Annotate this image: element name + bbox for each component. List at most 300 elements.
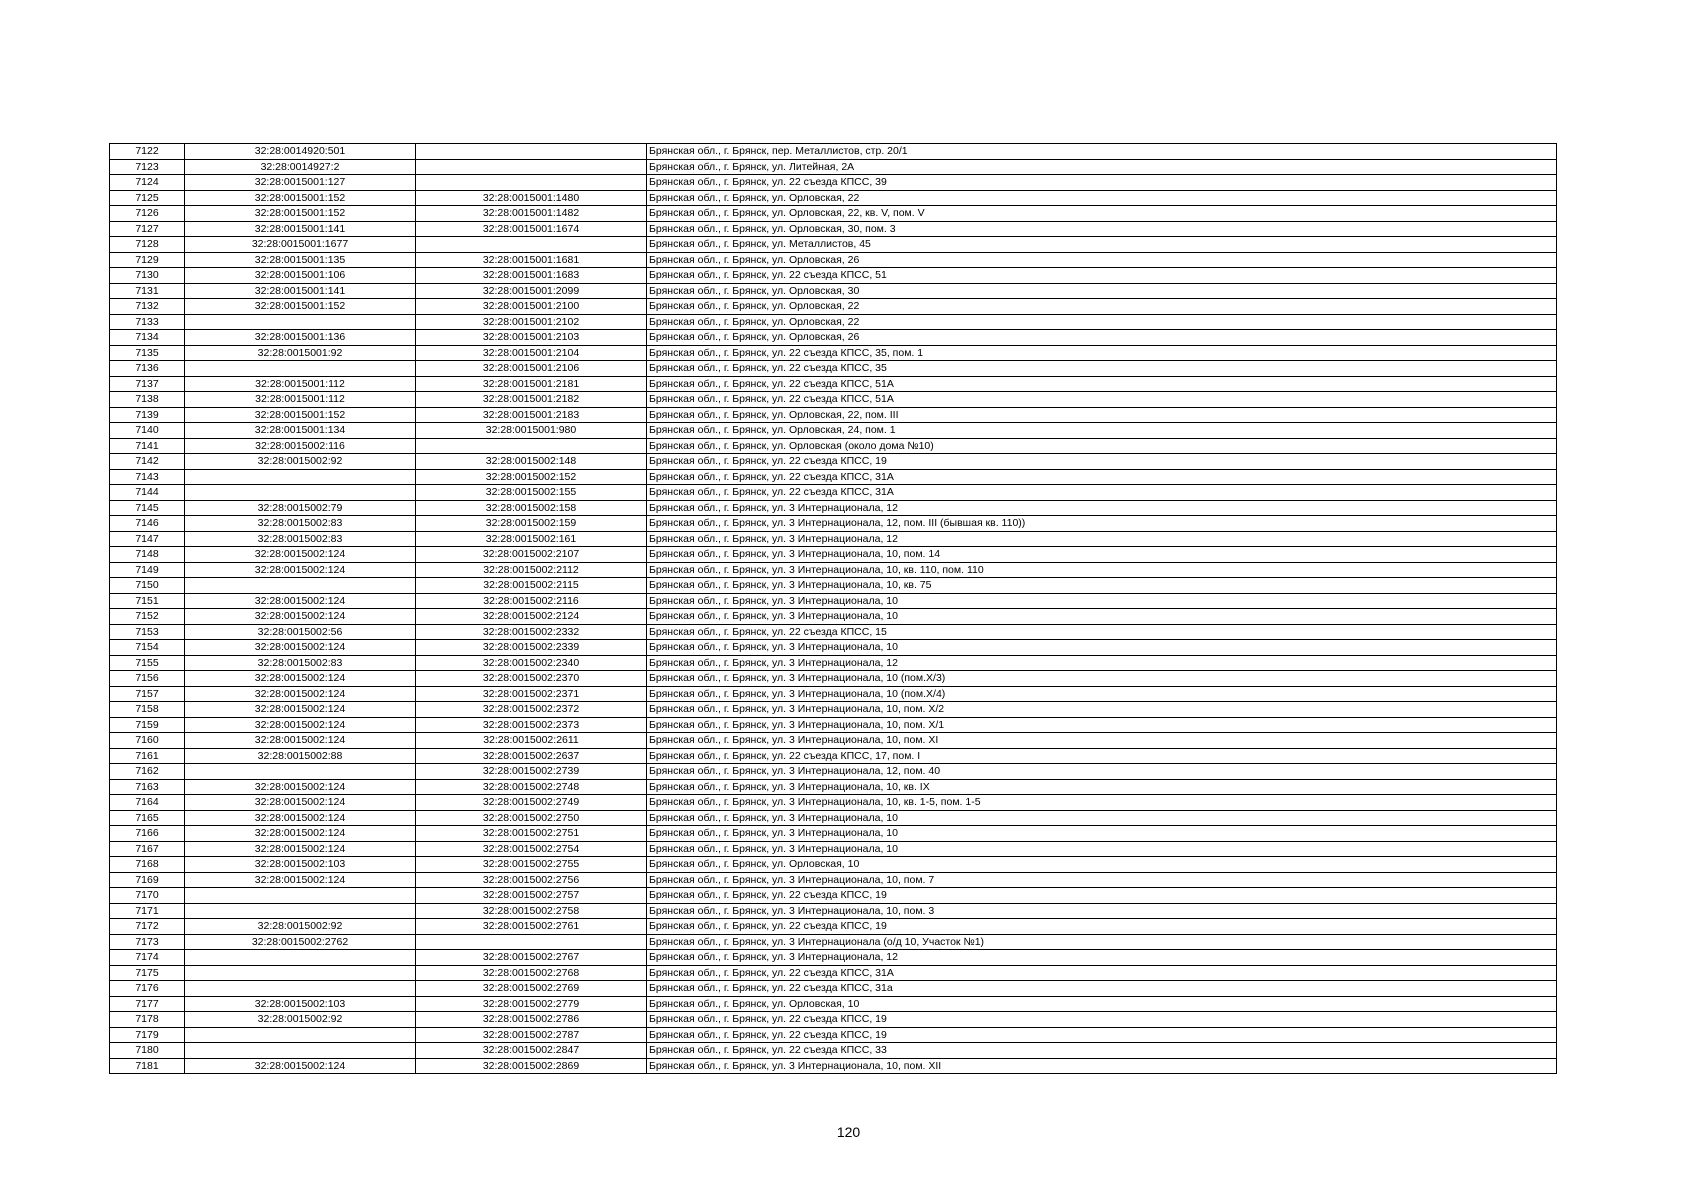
land-cadastral-number-cell (185, 578, 416, 594)
row-number-cell: 7156 (110, 671, 185, 687)
row-number-cell: 7153 (110, 624, 185, 640)
address-cell: Брянская обл., г. Брянск, ул. 3 Интернационала, 10 (647, 640, 1557, 656)
object-cadastral-number-cell: 32:28:0015001:2100 (416, 299, 647, 315)
table-row (110, 237, 1557, 253)
object-cadastral-number-cell (416, 934, 647, 950)
land-cadastral-number-cell (185, 485, 416, 501)
object-cadastral-number-cell: 32:28:0015001:1480 (416, 190, 647, 206)
address-cell: Брянская обл., г. Брянск, ул. Литейная, 2А (647, 159, 1557, 175)
table-row (110, 299, 1557, 315)
address-cell: Брянская обл., г. Брянск, ул. 22 съезда КПСС, 35 (647, 361, 1557, 377)
row-number-cell: 7157 (110, 686, 185, 702)
table-row (110, 485, 1557, 501)
land-cadastral-number-cell (185, 469, 416, 485)
land-cadastral-number-cell (185, 950, 416, 966)
row-number-cell: 7123 (110, 159, 185, 175)
row-number-cell: 7137 (110, 376, 185, 392)
address-cell: Брянская обл., г. Брянск, ул. Орловская, 22, пом. III (647, 407, 1557, 423)
land-cadastral-number-cell: 32:28:0015002:83 (185, 655, 416, 671)
row-number-cell: 7167 (110, 841, 185, 857)
land-cadastral-number-cell: 32:28:0015001:134 (185, 423, 416, 439)
row-number-cell: 7150 (110, 578, 185, 594)
land-cadastral-number-cell: 32:28:0015002:124 (185, 609, 416, 625)
row-number-cell: 7129 (110, 252, 185, 268)
land-cadastral-number-cell: 32:28:0015001:136 (185, 330, 416, 346)
row-number-cell: 7181 (110, 1058, 185, 1074)
object-cadastral-number-cell (416, 159, 647, 175)
address-cell: Брянская обл., г. Брянск, ул. 22 съезда КПСС, 31А (647, 965, 1557, 981)
object-cadastral-number-cell: 32:28:0015002:2754 (416, 841, 647, 857)
table-row (110, 252, 1557, 268)
land-cadastral-number-cell: 32:28:0015002:92 (185, 919, 416, 935)
table-row (110, 748, 1557, 764)
address-cell: Брянская обл., г. Брянск, ул. 3 Интернационала (о/д 10, Участок №1) (647, 934, 1557, 950)
land-cadastral-number-cell (185, 1027, 416, 1043)
row-number-cell: 7174 (110, 950, 185, 966)
object-cadastral-number-cell: 32:28:0015002:161 (416, 531, 647, 547)
table-row (110, 454, 1557, 470)
address-cell: Брянская обл., г. Брянск, ул. 3 Интернационала, 10 (647, 593, 1557, 609)
address-cell: Брянская обл., г. Брянск, ул. Орловская, 26 (647, 252, 1557, 268)
address-cell: Брянская обл., г. Брянск, ул. Металлистов, 45 (647, 237, 1557, 253)
table-row (110, 702, 1557, 718)
row-number-cell: 7152 (110, 609, 185, 625)
row-number-cell: 7164 (110, 795, 185, 811)
row-number-cell: 7162 (110, 764, 185, 780)
land-cadastral-number-cell: 32:28:0015001:141 (185, 283, 416, 299)
table-row (110, 361, 1557, 377)
object-cadastral-number-cell: 32:28:0015001:2182 (416, 392, 647, 408)
row-number-cell: 7168 (110, 857, 185, 873)
row-number-cell: 7140 (110, 423, 185, 439)
land-cadastral-number-cell: 32:28:0015002:79 (185, 500, 416, 516)
land-cadastral-number-cell: 32:28:0015002:124 (185, 872, 416, 888)
address-cell: Брянская обл., г. Брянск, ул. 3 Интернационала, 10, кв. 110, пом. 110 (647, 562, 1557, 578)
table-row (110, 981, 1557, 997)
land-cadastral-number-cell: 32:28:0015002:124 (185, 640, 416, 656)
table-row (110, 965, 1557, 981)
land-cadastral-number-cell: 32:28:0015001:106 (185, 268, 416, 284)
row-number-cell: 7175 (110, 965, 185, 981)
address-cell: Брянская обл., г. Брянск, ул. 3 Интернационала, 10, пом. XI (647, 733, 1557, 749)
object-cadastral-number-cell: 32:28:0015002:2750 (416, 810, 647, 826)
table-row (110, 872, 1557, 888)
row-number-cell: 7124 (110, 175, 185, 191)
object-cadastral-number-cell: 32:28:0015001:2106 (416, 361, 647, 377)
land-cadastral-number-cell: 32:28:0015002:124 (185, 779, 416, 795)
land-cadastral-number-cell: 32:28:0015002:56 (185, 624, 416, 640)
object-cadastral-number-cell: 32:28:0015002:2340 (416, 655, 647, 671)
row-number-cell: 7139 (110, 407, 185, 423)
table-row (110, 531, 1557, 547)
table-row (110, 407, 1557, 423)
row-number-cell: 7126 (110, 206, 185, 222)
land-cadastral-number-cell (185, 888, 416, 904)
land-cadastral-number-cell: 32:28:0015002:124 (185, 810, 416, 826)
land-cadastral-number-cell: 32:28:0015002:2762 (185, 934, 416, 950)
table-row (110, 934, 1557, 950)
address-cell: Брянская обл., г. Брянск, ул. 3 Интернационала, 10 (пом.X/3) (647, 671, 1557, 687)
address-cell: Брянская обл., г. Брянск, ул. 3 Интернационала, 10, пом. 14 (647, 547, 1557, 563)
address-cell: Брянская обл., г. Брянск, ул. 22 съезда КПСС, 51А (647, 376, 1557, 392)
address-cell: Брянская обл., г. Брянск, ул. Орловская, 30 (647, 283, 1557, 299)
object-cadastral-number-cell: 32:28:0015001:980 (416, 423, 647, 439)
land-cadastral-number-cell: 32:28:0014920:501 (185, 144, 416, 160)
land-cadastral-number-cell: 32:28:0015002:124 (185, 733, 416, 749)
land-cadastral-number-cell: 32:28:0015001:152 (185, 190, 416, 206)
object-cadastral-number-cell: 32:28:0015002:2749 (416, 795, 647, 811)
table-row (110, 392, 1557, 408)
table-row (110, 221, 1557, 237)
object-cadastral-number-cell: 32:28:0015002:2768 (416, 965, 647, 981)
land-cadastral-number-cell: 32:28:0015001:152 (185, 407, 416, 423)
row-number-cell: 7159 (110, 717, 185, 733)
row-number-cell: 7165 (110, 810, 185, 826)
table-row (110, 206, 1557, 222)
object-cadastral-number-cell: 32:28:0015002:2611 (416, 733, 647, 749)
row-number-cell: 7176 (110, 981, 185, 997)
address-cell: Брянская обл., г. Брянск, ул. 3 Интернационала, 12 (647, 655, 1557, 671)
object-cadastral-number-cell (416, 237, 647, 253)
address-cell: Брянская обл., г. Брянск, ул. 22 съезда КПСС, 33 (647, 1043, 1557, 1059)
address-cell: Брянская обл., г. Брянск, ул. 3 Интернационала, 10, пом. 3 (647, 903, 1557, 919)
table-row (110, 438, 1557, 454)
address-cell: Брянская обл., г. Брянск, ул. 22 съезда КПСС, 51 (647, 268, 1557, 284)
address-cell: Брянская обл., г. Брянск, ул. 3 Интернационала, 12 (647, 500, 1557, 516)
object-cadastral-number-cell: 32:28:0015002:2869 (416, 1058, 647, 1074)
land-cadastral-number-cell: 32:28:0015001:92 (185, 345, 416, 361)
land-cadastral-number-cell: 32:28:0015002:103 (185, 857, 416, 873)
row-number-cell: 7180 (110, 1043, 185, 1059)
table-row (110, 624, 1557, 640)
table-row (110, 950, 1557, 966)
address-cell: Брянская обл., г. Брянск, ул. 3 Интернационала, 12 (647, 950, 1557, 966)
address-cell: Брянская обл., г. Брянск, ул. 3 Интернационала, 10 (647, 826, 1557, 842)
address-cell: Брянская обл., г. Брянск, ул. 22 съезда КПСС, 31А (647, 485, 1557, 501)
address-cell: Брянская обл., г. Брянск, ул. Орловская, 22 (647, 190, 1557, 206)
land-cadastral-number-cell: 32:28:0015002:103 (185, 996, 416, 1012)
address-cell: Брянская обл., г. Брянск, ул. Орловская, 24, пом. 1 (647, 423, 1557, 439)
object-cadastral-number-cell: 32:28:0015002:2779 (416, 996, 647, 1012)
address-cell: Брянская обл., г. Брянск, ул. Орловская, 10 (647, 857, 1557, 873)
land-cadastral-number-cell: 32:28:0015002:92 (185, 1012, 416, 1028)
row-number-cell: 7151 (110, 593, 185, 609)
land-cadastral-number-cell: 32:28:0015002:124 (185, 702, 416, 718)
object-cadastral-number-cell: 32:28:0015002:158 (416, 500, 647, 516)
address-cell: Брянская обл., г. Брянск, ул. 22 съезда КПСС, 19 (647, 1012, 1557, 1028)
address-cell: Брянская обл., г. Брянск, ул. 3 Интернационала, 10, кв. IX (647, 779, 1557, 795)
row-number-cell: 7128 (110, 237, 185, 253)
table-row (110, 903, 1557, 919)
row-number-cell: 7161 (110, 748, 185, 764)
table-row (110, 717, 1557, 733)
address-cell: Брянская обл., г. Брянск, ул. 3 Интернационала, 12 (647, 531, 1557, 547)
address-cell: Брянская обл., г. Брянск, ул. 3 Интернационала, 10, пом. 7 (647, 872, 1557, 888)
row-number-cell: 7142 (110, 454, 185, 470)
land-cadastral-number-cell: 32:28:0015001:152 (185, 299, 416, 315)
table-row (110, 190, 1557, 206)
object-cadastral-number-cell: 32:28:0015002:159 (416, 516, 647, 532)
address-cell: Брянская обл., г. Брянск, ул. Орловская, 22 (647, 314, 1557, 330)
row-number-cell: 7169 (110, 872, 185, 888)
land-cadastral-number-cell: 32:28:0015002:92 (185, 454, 416, 470)
object-cadastral-number-cell: 32:28:0015002:152 (416, 469, 647, 485)
row-number-cell: 7134 (110, 330, 185, 346)
table-row (110, 671, 1557, 687)
land-cadastral-number-cell: 32:28:0015002:124 (185, 562, 416, 578)
address-cell: Брянская обл., г. Брянск, ул. 22 съезда КПСС, 39 (647, 175, 1557, 191)
address-cell: Брянская обл., г. Брянск, ул. 3 Интернационала, 10, пом. XII (647, 1058, 1557, 1074)
row-number-cell: 7148 (110, 547, 185, 563)
table-row (110, 376, 1557, 392)
land-cadastral-number-cell: 32:28:0015002:124 (185, 547, 416, 563)
address-cell: Брянская обл., г. Брянск, ул. 22 съезда КПСС, 19 (647, 919, 1557, 935)
row-number-cell: 7179 (110, 1027, 185, 1043)
land-cadastral-number-cell: 32:28:0015002:124 (185, 795, 416, 811)
address-cell: Брянская обл., г. Брянск, ул. 22 съезда КПСС, 17, пом. I (647, 748, 1557, 764)
object-cadastral-number-cell: 32:28:0015002:2116 (416, 593, 647, 609)
land-cadastral-number-cell (185, 764, 416, 780)
row-number-cell: 7138 (110, 392, 185, 408)
table-row (110, 500, 1557, 516)
object-cadastral-number-cell: 32:28:0015001:2104 (416, 345, 647, 361)
address-cell: Брянская обл., г. Брянск, ул. 3 Интернационала, 10 (647, 810, 1557, 826)
table-row (110, 469, 1557, 485)
land-cadastral-number-cell: 32:28:0015002:88 (185, 748, 416, 764)
address-cell: Брянская обл., г. Брянск, ул. 3 Интернационала, 12, пом. III (бывшая кв. 110)) (647, 516, 1557, 532)
table-row (110, 857, 1557, 873)
object-cadastral-number-cell: 32:28:0015001:1674 (416, 221, 647, 237)
object-cadastral-number-cell: 32:28:0015002:148 (416, 454, 647, 470)
table-row (110, 779, 1557, 795)
address-cell: Брянская обл., г. Брянск, ул. Орловская (около дома №10) (647, 438, 1557, 454)
row-number-cell: 7147 (110, 531, 185, 547)
table-row (110, 283, 1557, 299)
land-cadastral-number-cell: 32:28:0015002:124 (185, 686, 416, 702)
table-row (110, 159, 1557, 175)
table-row (110, 764, 1557, 780)
address-cell: Брянская обл., г. Брянск, ул. 3 Интернационала, 12, пом. 40 (647, 764, 1557, 780)
land-cadastral-number-cell: 32:28:0015001:152 (185, 206, 416, 222)
object-cadastral-number-cell: 32:28:0015002:2847 (416, 1043, 647, 1059)
land-cadastral-number-cell (185, 1043, 416, 1059)
land-cadastral-number-cell: 32:28:0015001:141 (185, 221, 416, 237)
object-cadastral-number-cell: 32:28:0015002:2761 (416, 919, 647, 935)
land-cadastral-number-cell (185, 903, 416, 919)
table-body (110, 144, 1557, 1074)
object-cadastral-number-cell: 32:28:0015002:2112 (416, 562, 647, 578)
land-cadastral-number-cell: 32:28:0015001:127 (185, 175, 416, 191)
table-row (110, 640, 1557, 656)
table-row (110, 330, 1557, 346)
table-row (110, 826, 1557, 842)
object-cadastral-number-cell: 32:28:0015002:2769 (416, 981, 647, 997)
object-cadastral-number-cell: 32:28:0015002:2757 (416, 888, 647, 904)
object-cadastral-number-cell: 32:28:0015002:2370 (416, 671, 647, 687)
land-cadastral-number-cell: 32:28:0015002:124 (185, 717, 416, 733)
object-cadastral-number-cell: 32:28:0015001:2181 (416, 376, 647, 392)
row-number-cell: 7133 (110, 314, 185, 330)
address-cell: Брянская обл., г. Брянск, ул. Орловская, 26 (647, 330, 1557, 346)
land-cadastral-number-cell: 32:28:0015002:124 (185, 826, 416, 842)
object-cadastral-number-cell: 32:28:0015002:2756 (416, 872, 647, 888)
address-cell: Брянская обл., г. Брянск, ул. Орловская, 22 (647, 299, 1557, 315)
row-number-cell: 7171 (110, 903, 185, 919)
row-number-cell: 7131 (110, 283, 185, 299)
land-cadastral-number-cell (185, 314, 416, 330)
land-cadastral-number-cell: 32:28:0015001:112 (185, 376, 416, 392)
row-number-cell: 7160 (110, 733, 185, 749)
table-row (110, 888, 1557, 904)
row-number-cell: 7122 (110, 144, 185, 160)
object-cadastral-number-cell: 32:28:0015002:2373 (416, 717, 647, 733)
address-cell: Брянская обл., г. Брянск, ул. 3 Интернационала, 10 (647, 841, 1557, 857)
object-cadastral-number-cell: 32:28:0015002:2339 (416, 640, 647, 656)
table-row (110, 1027, 1557, 1043)
row-number-cell: 7166 (110, 826, 185, 842)
row-number-cell: 7154 (110, 640, 185, 656)
table-row (110, 733, 1557, 749)
address-cell: Брянская обл., г. Брянск, ул. 3 Интернационала, 10 (пом.X/4) (647, 686, 1557, 702)
object-cadastral-number-cell: 32:28:0015002:2332 (416, 624, 647, 640)
address-cell: Брянская обл., г. Брянск, ул. 3 Интернационала, 10, кв. 75 (647, 578, 1557, 594)
row-number-cell: 7143 (110, 469, 185, 485)
table-row (110, 841, 1557, 857)
table-row (110, 996, 1557, 1012)
object-cadastral-number-cell: 32:28:0015002:2787 (416, 1027, 647, 1043)
address-cell: Брянская обл., г. Брянск, ул. 22 съезда КПСС, 19 (647, 1027, 1557, 1043)
land-cadastral-number-cell: 32:28:0015002:116 (185, 438, 416, 454)
property-registry-table (109, 143, 1557, 1074)
table-row (110, 1012, 1557, 1028)
object-cadastral-number-cell: 32:28:0015002:2372 (416, 702, 647, 718)
land-cadastral-number-cell (185, 965, 416, 981)
address-cell: Брянская обл., г. Брянск, ул. 22 съезда КПСС, 31А (647, 469, 1557, 485)
object-cadastral-number-cell: 32:28:0015001:2099 (416, 283, 647, 299)
row-number-cell: 7135 (110, 345, 185, 361)
row-number-cell: 7178 (110, 1012, 185, 1028)
row-number-cell: 7177 (110, 996, 185, 1012)
address-cell: Брянская обл., г. Брянск, пер. Металлистов, стр. 20/1 (647, 144, 1557, 160)
object-cadastral-number-cell: 32:28:0015002:2751 (416, 826, 647, 842)
row-number-cell: 7141 (110, 438, 185, 454)
land-cadastral-number-cell: 32:28:0015001:112 (185, 392, 416, 408)
object-cadastral-number-cell: 32:28:0015001:2102 (416, 314, 647, 330)
object-cadastral-number-cell: 32:28:0015002:2767 (416, 950, 647, 966)
land-cadastral-number-cell: 32:28:0015002:124 (185, 841, 416, 857)
land-cadastral-number-cell: 32:28:0015001:1677 (185, 237, 416, 253)
object-cadastral-number-cell: 32:28:0015002:2371 (416, 686, 647, 702)
table-row (110, 795, 1557, 811)
row-number-cell: 7127 (110, 221, 185, 237)
table-row (110, 686, 1557, 702)
row-number-cell: 7158 (110, 702, 185, 718)
page-number: 120 (836, 1124, 861, 1140)
row-number-cell: 7144 (110, 485, 185, 501)
address-cell: Брянская обл., г. Брянск, ул. 3 Интернационала, 10 (647, 609, 1557, 625)
row-number-cell: 7155 (110, 655, 185, 671)
row-number-cell: 7173 (110, 934, 185, 950)
row-number-cell: 7172 (110, 919, 185, 935)
land-cadastral-number-cell: 32:28:0015002:124 (185, 671, 416, 687)
land-cadastral-number-cell: 32:28:0015002:83 (185, 531, 416, 547)
row-number-cell: 7149 (110, 562, 185, 578)
object-cadastral-number-cell: 32:28:0015001:1482 (416, 206, 647, 222)
address-cell: Брянская обл., г. Брянск, ул. Орловская, 10 (647, 996, 1557, 1012)
row-number-cell: 7132 (110, 299, 185, 315)
table-row (110, 810, 1557, 826)
table-row (110, 1058, 1557, 1074)
object-cadastral-number-cell (416, 175, 647, 191)
table-row (110, 655, 1557, 671)
address-cell: Брянская обл., г. Брянск, ул. Орловская, 30, пом. 3 (647, 221, 1557, 237)
address-cell: Брянская обл., г. Брянск, ул. 3 Интернационала, 10, пом. X/1 (647, 717, 1557, 733)
object-cadastral-number-cell: 32:28:0015002:2758 (416, 903, 647, 919)
table-row (110, 268, 1557, 284)
row-number-cell: 7170 (110, 888, 185, 904)
address-cell: Брянская обл., г. Брянск, ул. Орловская, 22, кв. V, пом. V (647, 206, 1557, 222)
row-number-cell: 7163 (110, 779, 185, 795)
land-cadastral-number-cell: 32:28:0015002:83 (185, 516, 416, 532)
address-cell: Брянская обл., г. Брянск, ул. 22 съезда КПСС, 19 (647, 454, 1557, 470)
address-cell: Брянская обл., г. Брянск, ул. 22 съезда КПСС, 15 (647, 624, 1557, 640)
object-cadastral-number-cell: 32:28:0015002:2115 (416, 578, 647, 594)
address-cell: Брянская обл., г. Брянск, ул. 22 съезда КПСС, 51А (647, 392, 1557, 408)
object-cadastral-number-cell: 32:28:0015002:2107 (416, 547, 647, 563)
object-cadastral-number-cell: 32:28:0015002:2755 (416, 857, 647, 873)
object-cadastral-number-cell: 32:28:0015001:1681 (416, 252, 647, 268)
table-row (110, 144, 1557, 160)
address-cell: Брянская обл., г. Брянск, ул. 22 съезда КПСС, 31а (647, 981, 1557, 997)
object-cadastral-number-cell (416, 438, 647, 454)
table-row (110, 547, 1557, 563)
table-row (110, 423, 1557, 439)
land-cadastral-number-cell: 32:28:0014927:2 (185, 159, 416, 175)
table-row (110, 516, 1557, 532)
table-row (110, 609, 1557, 625)
row-number-cell: 7130 (110, 268, 185, 284)
table-row (110, 593, 1557, 609)
object-cadastral-number-cell: 32:28:0015002:2748 (416, 779, 647, 795)
row-number-cell: 7136 (110, 361, 185, 377)
row-number-cell: 7146 (110, 516, 185, 532)
object-cadastral-number-cell: 32:28:0015001:2183 (416, 407, 647, 423)
land-cadastral-number-cell: 32:28:0015002:124 (185, 593, 416, 609)
object-cadastral-number-cell: 32:28:0015001:1683 (416, 268, 647, 284)
row-number-cell: 7145 (110, 500, 185, 516)
address-cell: Брянская обл., г. Брянск, ул. 22 съезда КПСС, 19 (647, 888, 1557, 904)
object-cadastral-number-cell: 32:28:0015001:2103 (416, 330, 647, 346)
land-cadastral-number-cell: 32:28:0015001:135 (185, 252, 416, 268)
table-row (110, 1043, 1557, 1059)
table-row (110, 314, 1557, 330)
table-row (110, 578, 1557, 594)
table-row (110, 345, 1557, 361)
object-cadastral-number-cell (416, 144, 647, 160)
object-cadastral-number-cell: 32:28:0015002:2124 (416, 609, 647, 625)
object-cadastral-number-cell: 32:28:0015002:155 (416, 485, 647, 501)
address-cell: Брянская обл., г. Брянск, ул. 3 Интернационала, 10, пом. X/2 (647, 702, 1557, 718)
row-number-cell: 7125 (110, 190, 185, 206)
table-row (110, 919, 1557, 935)
table-row (110, 175, 1557, 191)
object-cadastral-number-cell: 32:28:0015002:2786 (416, 1012, 647, 1028)
land-cadastral-number-cell: 32:28:0015002:124 (185, 1058, 416, 1074)
object-cadastral-number-cell: 32:28:0015002:2739 (416, 764, 647, 780)
table-row (110, 562, 1557, 578)
land-cadastral-number-cell (185, 361, 416, 377)
address-cell: Брянская обл., г. Брянск, ул. 3 Интернационала, 10, кв. 1-5, пом. 1-5 (647, 795, 1557, 811)
